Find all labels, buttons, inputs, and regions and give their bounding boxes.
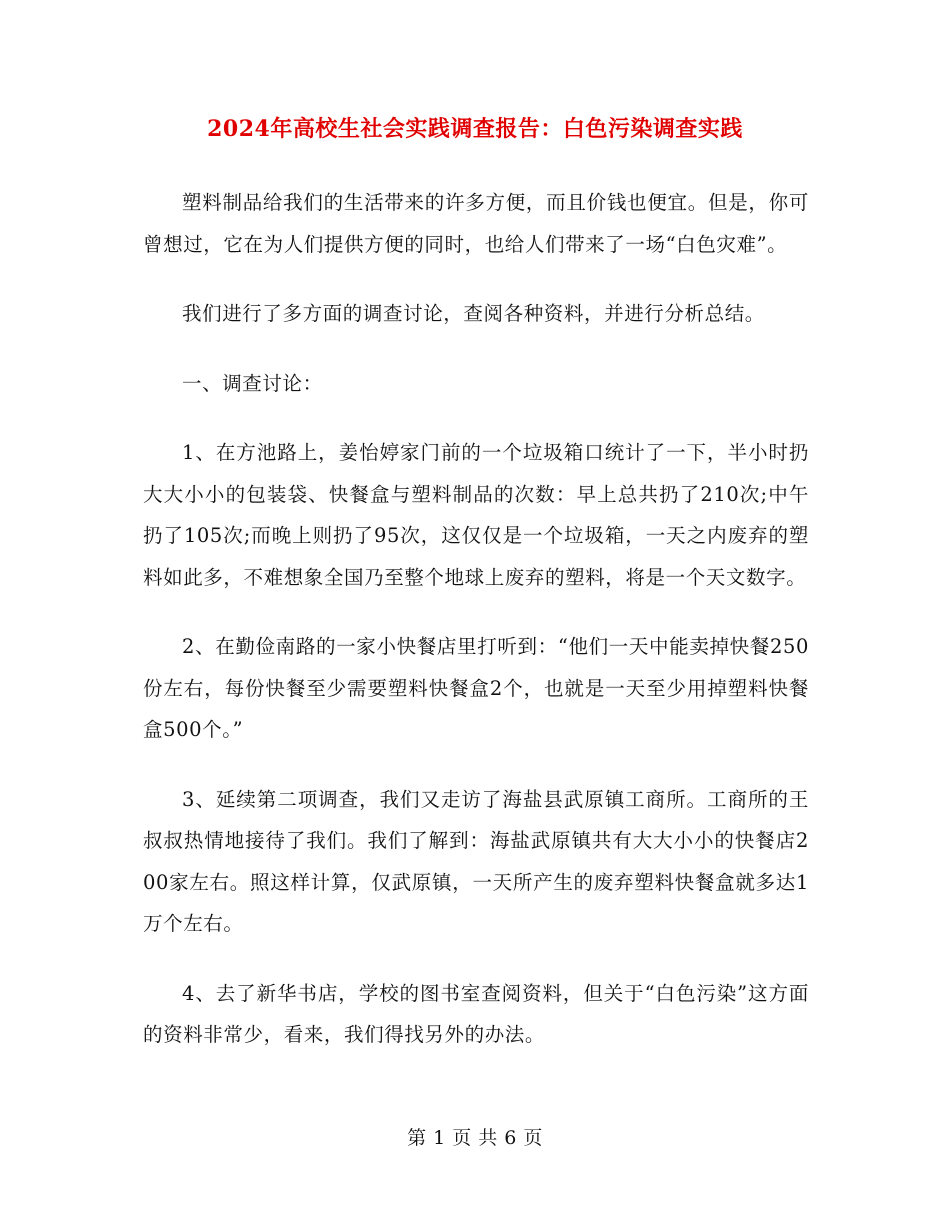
paragraph-summary: 我们进行了多方面的调查讨论，查阅各种资料，并进行分析总结。 <box>182 302 765 325</box>
paragraph-item-4: 4、去了新华书店，学校的图书室查阅资料，但关于“白色污染”这方面的资料非常少，看来，我们得找另外的办法。 <box>143 981 809 1046</box>
paragraph-item-3: 3、延续第二项调查，我们又走访了海盐县武原镇工商所。工商所的王叔叔热情地接待了我们。我们了解到：海盐武原镇共有大大小小的快餐店200家左右。照这样计算，仅武原镇，一天所产生的废弃塑料快餐盒就多达1万个左右。 <box>143 787 809 935</box>
page-number-footer: 第 1 页 共 6 页 <box>407 1127 543 1149</box>
document-title: 2024年高校生社会实践调查报告：白色污染调查实践 <box>207 116 743 142</box>
section-heading-survey: 一、调查讨论： <box>182 371 323 395</box>
paragraph-intro: 塑料制品给我们的生活带来的许多方便，而且价钱也便宜。但是，你可曾想过，它在为人们提供方便的同时，也给人们带来了一场“白色灾难”。 <box>143 191 809 256</box>
paragraph-item-2: 2、在勤俭南路的一家小快餐店里打听到：“他们一天中能卖掉快餐250份左右，每份快餐至少需要塑料快餐盒2个，也就是一天至少用掉塑料快餐盒500个。” <box>143 635 809 741</box>
paragraph-item-1: 1、在方池路上，姜怡婷家门前的一个垃圾箱口统计了一下，半小时扔大大小小的包装袋、快餐盒与塑料制品的次数：早上总共扔了210次;中午扔了105次;而晚上则扔了95次，这仅仅是一个垃圾箱，一天之内废弃的塑料如此多，不难想象全国乃至整个地球上废弃的塑料，将是一个天文数字。 <box>143 441 809 589</box>
document-body <box>143 182 809 1084</box>
